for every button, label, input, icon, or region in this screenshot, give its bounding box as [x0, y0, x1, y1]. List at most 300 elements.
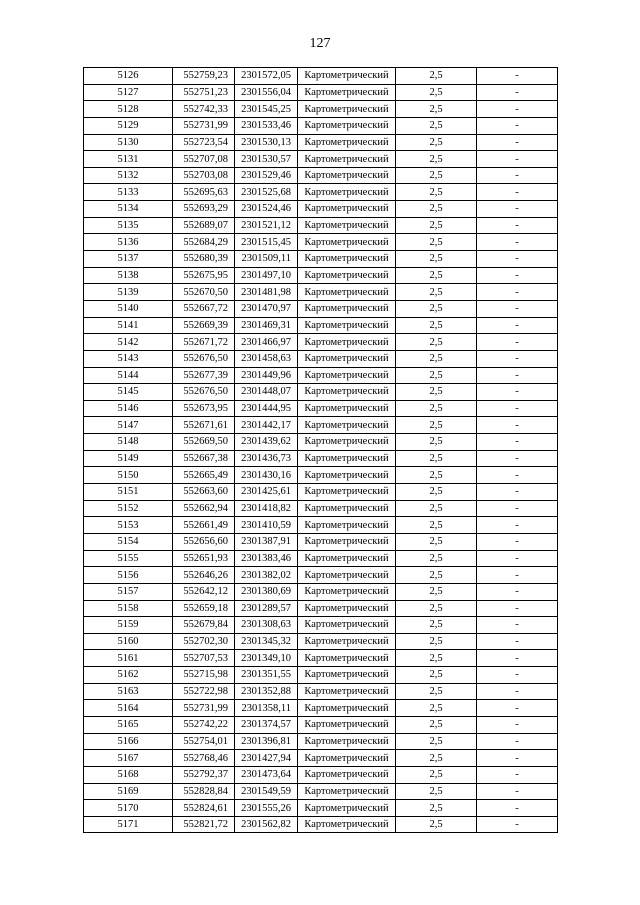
- note-cell: -: [477, 766, 558, 783]
- note-cell: -: [477, 217, 558, 234]
- method-cell: Картометрический: [298, 134, 396, 151]
- table-row: [84, 700, 558, 717]
- y-coordinate-cell: 2301545,25: [235, 101, 298, 118]
- accuracy-cell: 2,5: [396, 700, 477, 717]
- table-row: [84, 350, 558, 367]
- point-number-cell: 5131: [84, 151, 173, 168]
- method-cell: Картометрический: [298, 68, 396, 85]
- point-number-cell: 5170: [84, 800, 173, 817]
- table-row: [84, 68, 558, 85]
- note-cell: -: [477, 567, 558, 584]
- method-cell: Картометрический: [298, 800, 396, 817]
- point-number-cell: 5150: [84, 467, 173, 484]
- table-row: [84, 300, 558, 317]
- x-coordinate-cell: 552662,94: [173, 500, 235, 517]
- y-coordinate-cell: 2301572,05: [235, 68, 298, 85]
- note-cell: -: [477, 151, 558, 168]
- note-cell: -: [477, 484, 558, 501]
- method-cell: Картометрический: [298, 284, 396, 301]
- note-cell: -: [477, 317, 558, 334]
- method-cell: Картометрический: [298, 500, 396, 517]
- y-coordinate-cell: 2301351,55: [235, 667, 298, 684]
- method-cell: Картометрический: [298, 750, 396, 767]
- accuracy-cell: 2,5: [396, 167, 477, 184]
- table-row: [84, 766, 558, 783]
- table-row: [84, 400, 558, 417]
- method-cell: Картометрический: [298, 733, 396, 750]
- y-coordinate-cell: 2301448,07: [235, 384, 298, 401]
- accuracy-cell: 2,5: [396, 367, 477, 384]
- table-row: [84, 251, 558, 268]
- accuracy-cell: 2,5: [396, 484, 477, 501]
- point-number-cell: 5139: [84, 284, 173, 301]
- y-coordinate-cell: 2301430,16: [235, 467, 298, 484]
- table-row: [84, 184, 558, 201]
- note-cell: -: [477, 733, 558, 750]
- method-cell: Картометрический: [298, 367, 396, 384]
- x-coordinate-cell: 552751,23: [173, 84, 235, 101]
- point-number-cell: 5135: [84, 217, 173, 234]
- table-row: [84, 134, 558, 151]
- y-coordinate-cell: 2301383,46: [235, 550, 298, 567]
- note-cell: -: [477, 267, 558, 284]
- x-coordinate-cell: 552792,37: [173, 766, 235, 783]
- y-coordinate-cell: 2301374,57: [235, 716, 298, 733]
- method-cell: Картометрический: [298, 517, 396, 534]
- accuracy-cell: 2,5: [396, 267, 477, 284]
- table-row: [84, 500, 558, 517]
- accuracy-cell: 2,5: [396, 68, 477, 85]
- accuracy-cell: 2,5: [396, 251, 477, 268]
- y-coordinate-cell: 2301497,10: [235, 267, 298, 284]
- method-cell: Картометрический: [298, 267, 396, 284]
- x-coordinate-cell: 552677,39: [173, 367, 235, 384]
- accuracy-cell: 2,5: [396, 617, 477, 634]
- x-coordinate-cell: 552731,99: [173, 700, 235, 717]
- method-cell: Картометрический: [298, 600, 396, 617]
- y-coordinate-cell: 2301481,98: [235, 284, 298, 301]
- point-number-cell: 5147: [84, 417, 173, 434]
- method-cell: Картометрический: [298, 167, 396, 184]
- table-row: [84, 234, 558, 251]
- method-cell: Картометрический: [298, 217, 396, 234]
- table-row: [84, 284, 558, 301]
- x-coordinate-cell: 552663,60: [173, 484, 235, 501]
- x-coordinate-cell: 552665,49: [173, 467, 235, 484]
- point-number-cell: 5158: [84, 600, 173, 617]
- point-number-cell: 5141: [84, 317, 173, 334]
- table-row: [84, 484, 558, 501]
- accuracy-cell: 2,5: [396, 683, 477, 700]
- table-row: [84, 733, 558, 750]
- accuracy-cell: 2,5: [396, 550, 477, 567]
- table-row: [84, 384, 558, 401]
- table-row: [84, 667, 558, 684]
- table-row: [84, 201, 558, 218]
- y-coordinate-cell: 2301358,11: [235, 700, 298, 717]
- note-cell: -: [477, 367, 558, 384]
- accuracy-cell: 2,5: [396, 201, 477, 218]
- x-coordinate-cell: 552731,99: [173, 117, 235, 134]
- x-coordinate-cell: 552676,50: [173, 384, 235, 401]
- x-coordinate-cell: 552742,33: [173, 101, 235, 118]
- accuracy-cell: 2,5: [396, 783, 477, 800]
- table-row: [84, 417, 558, 434]
- note-cell: -: [477, 783, 558, 800]
- point-number-cell: 5146: [84, 400, 173, 417]
- x-coordinate-cell: 552768,46: [173, 750, 235, 767]
- point-number-cell: 5128: [84, 101, 173, 118]
- x-coordinate-cell: 552671,61: [173, 417, 235, 434]
- note-cell: -: [477, 384, 558, 401]
- note-cell: -: [477, 633, 558, 650]
- y-coordinate-cell: 2301308,63: [235, 617, 298, 634]
- note-cell: -: [477, 84, 558, 101]
- point-number-cell: 5145: [84, 384, 173, 401]
- accuracy-cell: 2,5: [396, 500, 477, 517]
- table-row: [84, 517, 558, 534]
- table-row: [84, 583, 558, 600]
- point-number-cell: 5168: [84, 766, 173, 783]
- x-coordinate-cell: 552759,23: [173, 68, 235, 85]
- note-cell: -: [477, 201, 558, 218]
- y-coordinate-cell: 2301530,13: [235, 134, 298, 151]
- note-cell: -: [477, 434, 558, 451]
- point-number-cell: 5144: [84, 367, 173, 384]
- point-number-cell: 5163: [84, 683, 173, 700]
- accuracy-cell: 2,5: [396, 101, 477, 118]
- note-cell: -: [477, 300, 558, 317]
- point-number-cell: 5152: [84, 500, 173, 517]
- method-cell: Картометрический: [298, 434, 396, 451]
- point-number-cell: 5127: [84, 84, 173, 101]
- method-cell: Картометрический: [298, 201, 396, 218]
- note-cell: -: [477, 117, 558, 134]
- table-row: [84, 317, 558, 334]
- x-coordinate-cell: 552742,22: [173, 716, 235, 733]
- point-number-cell: 5143: [84, 350, 173, 367]
- x-coordinate-cell: 552667,72: [173, 300, 235, 317]
- table-row: [84, 816, 558, 833]
- x-coordinate-cell: 552661,49: [173, 517, 235, 534]
- table-row: [84, 567, 558, 584]
- note-cell: -: [477, 800, 558, 817]
- y-coordinate-cell: 2301473,64: [235, 766, 298, 783]
- table-row: [84, 683, 558, 700]
- table-row: [84, 533, 558, 550]
- x-coordinate-cell: 552702,30: [173, 633, 235, 650]
- y-coordinate-cell: 2301410,59: [235, 517, 298, 534]
- note-cell: -: [477, 667, 558, 684]
- method-cell: Картометрический: [298, 766, 396, 783]
- note-cell: -: [477, 816, 558, 833]
- table-row: [84, 267, 558, 284]
- point-number-cell: 5160: [84, 633, 173, 650]
- point-number-cell: 5167: [84, 750, 173, 767]
- accuracy-cell: 2,5: [396, 217, 477, 234]
- method-cell: Картометрический: [298, 567, 396, 584]
- method-cell: Картометрический: [298, 617, 396, 634]
- note-cell: -: [477, 234, 558, 251]
- method-cell: Картометрический: [298, 184, 396, 201]
- note-cell: -: [477, 450, 558, 467]
- x-coordinate-cell: 552669,50: [173, 434, 235, 451]
- y-coordinate-cell: 2301382,02: [235, 567, 298, 584]
- method-cell: Картометрический: [298, 783, 396, 800]
- method-cell: Картометрический: [298, 251, 396, 268]
- accuracy-cell: 2,5: [396, 533, 477, 550]
- method-cell: Картометрический: [298, 816, 396, 833]
- note-cell: -: [477, 467, 558, 484]
- accuracy-cell: 2,5: [396, 800, 477, 817]
- accuracy-cell: 2,5: [396, 184, 477, 201]
- table-row: [84, 783, 558, 800]
- coordinates-table-body: [84, 68, 558, 833]
- method-cell: Картометрический: [298, 633, 396, 650]
- x-coordinate-cell: 552707,53: [173, 650, 235, 667]
- accuracy-cell: 2,5: [396, 151, 477, 168]
- accuracy-cell: 2,5: [396, 600, 477, 617]
- note-cell: -: [477, 500, 558, 517]
- method-cell: Картометрический: [298, 151, 396, 168]
- y-coordinate-cell: 2301425,61: [235, 484, 298, 501]
- y-coordinate-cell: 2301533,46: [235, 117, 298, 134]
- point-number-cell: 5154: [84, 533, 173, 550]
- x-coordinate-cell: 552669,39: [173, 317, 235, 334]
- accuracy-cell: 2,5: [396, 134, 477, 151]
- method-cell: Картометрический: [298, 384, 396, 401]
- y-coordinate-cell: 2301427,94: [235, 750, 298, 767]
- table-row: [84, 800, 558, 817]
- y-coordinate-cell: 2301352,88: [235, 683, 298, 700]
- point-number-cell: 5130: [84, 134, 173, 151]
- table-row: [84, 367, 558, 384]
- y-coordinate-cell: 2301349,10: [235, 650, 298, 667]
- method-cell: Картометрический: [298, 533, 396, 550]
- x-coordinate-cell: 552671,72: [173, 334, 235, 351]
- x-coordinate-cell: 552684,29: [173, 234, 235, 251]
- table-row: [84, 450, 558, 467]
- point-number-cell: 5126: [84, 68, 173, 85]
- table-row: [84, 117, 558, 134]
- y-coordinate-cell: 2301387,91: [235, 533, 298, 550]
- note-cell: -: [477, 400, 558, 417]
- y-coordinate-cell: 2301289,57: [235, 600, 298, 617]
- accuracy-cell: 2,5: [396, 384, 477, 401]
- note-cell: -: [477, 700, 558, 717]
- y-coordinate-cell: 2301556,04: [235, 84, 298, 101]
- accuracy-cell: 2,5: [396, 234, 477, 251]
- y-coordinate-cell: 2301509,11: [235, 251, 298, 268]
- accuracy-cell: 2,5: [396, 350, 477, 367]
- table-row: [84, 101, 558, 118]
- x-coordinate-cell: 552675,95: [173, 267, 235, 284]
- note-cell: -: [477, 716, 558, 733]
- method-cell: Картометрический: [298, 667, 396, 684]
- accuracy-cell: 2,5: [396, 284, 477, 301]
- y-coordinate-cell: 2301466,97: [235, 334, 298, 351]
- y-coordinate-cell: 2301442,17: [235, 417, 298, 434]
- note-cell: -: [477, 184, 558, 201]
- accuracy-cell: 2,5: [396, 716, 477, 733]
- table-row: [84, 151, 558, 168]
- point-number-cell: 5161: [84, 650, 173, 667]
- table-row: [84, 750, 558, 767]
- note-cell: -: [477, 617, 558, 634]
- x-coordinate-cell: 552659,18: [173, 600, 235, 617]
- method-cell: Картометрический: [298, 350, 396, 367]
- y-coordinate-cell: 2301380,69: [235, 583, 298, 600]
- point-number-cell: 5151: [84, 484, 173, 501]
- x-coordinate-cell: 552676,50: [173, 350, 235, 367]
- accuracy-cell: 2,5: [396, 317, 477, 334]
- point-number-cell: 5148: [84, 434, 173, 451]
- x-coordinate-cell: 552722,98: [173, 683, 235, 700]
- table-row: [84, 633, 558, 650]
- accuracy-cell: 2,5: [396, 583, 477, 600]
- x-coordinate-cell: 552693,29: [173, 201, 235, 218]
- method-cell: Картометрический: [298, 234, 396, 251]
- method-cell: Картометрический: [298, 334, 396, 351]
- x-coordinate-cell: 552680,39: [173, 251, 235, 268]
- note-cell: -: [477, 650, 558, 667]
- accuracy-cell: 2,5: [396, 450, 477, 467]
- accuracy-cell: 2,5: [396, 766, 477, 783]
- x-coordinate-cell: 552689,07: [173, 217, 235, 234]
- table-row: [84, 334, 558, 351]
- accuracy-cell: 2,5: [396, 633, 477, 650]
- x-coordinate-cell: 552670,50: [173, 284, 235, 301]
- method-cell: Картометрический: [298, 417, 396, 434]
- point-number-cell: 5164: [84, 700, 173, 717]
- accuracy-cell: 2,5: [396, 334, 477, 351]
- y-coordinate-cell: 2301458,63: [235, 350, 298, 367]
- note-cell: -: [477, 417, 558, 434]
- accuracy-cell: 2,5: [396, 300, 477, 317]
- point-number-cell: 5159: [84, 617, 173, 634]
- method-cell: Картометрический: [298, 683, 396, 700]
- method-cell: Картометрический: [298, 700, 396, 717]
- table-row: [84, 84, 558, 101]
- y-coordinate-cell: 2301524,46: [235, 201, 298, 218]
- y-coordinate-cell: 2301525,68: [235, 184, 298, 201]
- method-cell: Картометрический: [298, 101, 396, 118]
- accuracy-cell: 2,5: [396, 417, 477, 434]
- y-coordinate-cell: 2301449,96: [235, 367, 298, 384]
- accuracy-cell: 2,5: [396, 816, 477, 833]
- point-number-cell: 5165: [84, 716, 173, 733]
- y-coordinate-cell: 2301439,62: [235, 434, 298, 451]
- point-number-cell: 5129: [84, 117, 173, 134]
- note-cell: -: [477, 550, 558, 567]
- method-cell: Картометрический: [298, 550, 396, 567]
- point-number-cell: 5133: [84, 184, 173, 201]
- x-coordinate-cell: 552754,01: [173, 733, 235, 750]
- point-number-cell: 5149: [84, 450, 173, 467]
- x-coordinate-cell: 552828,84: [173, 783, 235, 800]
- method-cell: Картометрический: [298, 300, 396, 317]
- note-cell: -: [477, 533, 558, 550]
- point-number-cell: 5166: [84, 733, 173, 750]
- point-number-cell: 5137: [84, 251, 173, 268]
- x-coordinate-cell: 552646,26: [173, 567, 235, 584]
- note-cell: -: [477, 350, 558, 367]
- table-row: [84, 617, 558, 634]
- table-row: [84, 167, 558, 184]
- x-coordinate-cell: 552703,08: [173, 167, 235, 184]
- accuracy-cell: 2,5: [396, 434, 477, 451]
- point-number-cell: 5162: [84, 667, 173, 684]
- y-coordinate-cell: 2301549,59: [235, 783, 298, 800]
- x-coordinate-cell: 552824,61: [173, 800, 235, 817]
- table-row: [84, 467, 558, 484]
- method-cell: Картометрический: [298, 117, 396, 134]
- y-coordinate-cell: 2301418,82: [235, 500, 298, 517]
- note-cell: -: [477, 68, 558, 85]
- x-coordinate-cell: 552651,93: [173, 550, 235, 567]
- accuracy-cell: 2,5: [396, 84, 477, 101]
- y-coordinate-cell: 2301436,73: [235, 450, 298, 467]
- point-number-cell: 5134: [84, 201, 173, 218]
- table-row: [84, 550, 558, 567]
- coordinates-table: [83, 67, 558, 833]
- accuracy-cell: 2,5: [396, 467, 477, 484]
- note-cell: -: [477, 251, 558, 268]
- accuracy-cell: 2,5: [396, 400, 477, 417]
- note-cell: -: [477, 284, 558, 301]
- method-cell: Картометрический: [298, 467, 396, 484]
- method-cell: Картометрический: [298, 400, 396, 417]
- note-cell: -: [477, 517, 558, 534]
- method-cell: Картометрический: [298, 716, 396, 733]
- x-coordinate-cell: 552715,98: [173, 667, 235, 684]
- x-coordinate-cell: 552695,63: [173, 184, 235, 201]
- accuracy-cell: 2,5: [396, 750, 477, 767]
- x-coordinate-cell: 552656,60: [173, 533, 235, 550]
- x-coordinate-cell: 552679,84: [173, 617, 235, 634]
- method-cell: Картометрический: [298, 484, 396, 501]
- method-cell: Картометрический: [298, 583, 396, 600]
- accuracy-cell: 2,5: [396, 667, 477, 684]
- note-cell: -: [477, 600, 558, 617]
- accuracy-cell: 2,5: [396, 650, 477, 667]
- x-coordinate-cell: 552723,54: [173, 134, 235, 151]
- y-coordinate-cell: 2301562,82: [235, 816, 298, 833]
- accuracy-cell: 2,5: [396, 567, 477, 584]
- method-cell: Картометрический: [298, 450, 396, 467]
- note-cell: -: [477, 134, 558, 151]
- x-coordinate-cell: 552707,08: [173, 151, 235, 168]
- y-coordinate-cell: 2301521,12: [235, 217, 298, 234]
- point-number-cell: 5142: [84, 334, 173, 351]
- y-coordinate-cell: 2301529,46: [235, 167, 298, 184]
- note-cell: -: [477, 683, 558, 700]
- note-cell: -: [477, 583, 558, 600]
- x-coordinate-cell: 552821,72: [173, 816, 235, 833]
- note-cell: -: [477, 750, 558, 767]
- method-cell: Картометрический: [298, 650, 396, 667]
- note-cell: -: [477, 167, 558, 184]
- point-number-cell: 5138: [84, 267, 173, 284]
- accuracy-cell: 2,5: [396, 733, 477, 750]
- table-row: [84, 217, 558, 234]
- method-cell: Картометрический: [298, 317, 396, 334]
- y-coordinate-cell: 2301396,81: [235, 733, 298, 750]
- point-number-cell: 5136: [84, 234, 173, 251]
- y-coordinate-cell: 2301530,57: [235, 151, 298, 168]
- note-cell: -: [477, 334, 558, 351]
- method-cell: Картометрический: [298, 84, 396, 101]
